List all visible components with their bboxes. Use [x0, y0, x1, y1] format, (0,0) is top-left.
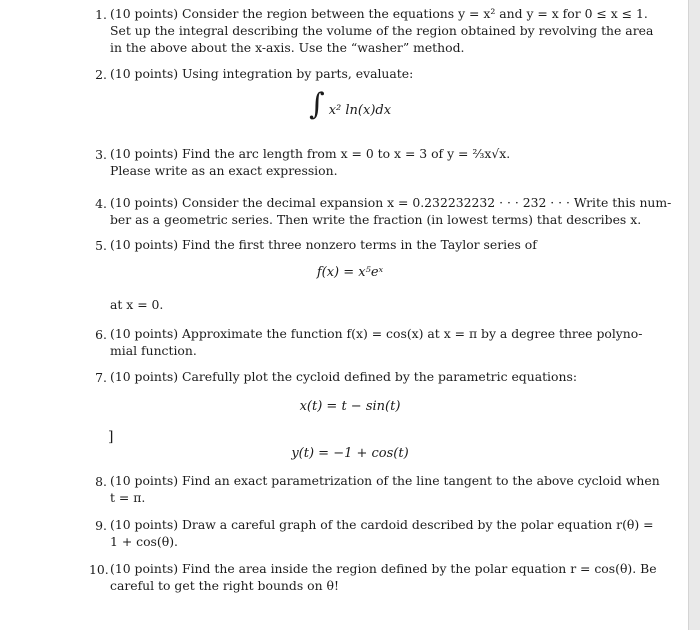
- problem-number: 10.: [89, 562, 109, 577]
- integral-sign: ∫: [308, 87, 325, 122]
- problem-line: (10 points) Consider the decimal expansion x = 0.232232232 · · · 232 · · · Write this num-: [110, 195, 672, 210]
- problem-line: (10 points) Find the area inside the region defined by the polar equation r = cos(θ). Be: [110, 561, 657, 576]
- problem-text: [110, 146, 620, 180]
- problem-line: (10 points) Find the arc length from x = 0 to x = 3 of y = ⅔x√x.: [110, 146, 511, 161]
- problem-line: (10 points) Carefully plot the cycloid defined by the parametric equations:: [110, 369, 577, 384]
- problem-text: [110, 6, 654, 56]
- problem-line: 1 + cos(θ).: [110, 533, 178, 549]
- problem-line: mial function.: [110, 342, 197, 358]
- problem-text: [110, 326, 643, 360]
- problem-number: 5.: [95, 238, 107, 253]
- problem-number: 9.: [95, 518, 107, 533]
- parametric-y-formula: y(t) = −1 + cos(t): [291, 446, 409, 461]
- problem-line: Please write as an exact expression.: [110, 162, 338, 178]
- problem-line: (10 points) Consider the region between the equations y = x² and y = x for 0 ≤ x ≤ 1.: [110, 6, 648, 21]
- problem-text: [110, 369, 620, 386]
- integrand: x² ln(x)dx: [328, 103, 392, 118]
- problem-line: t = π.: [110, 489, 146, 505]
- problem-line: at x = 0.: [110, 297, 164, 312]
- stray-bracket: ]: [108, 429, 114, 445]
- problem-line: (10 points) Find an exact parametrization of the line tangent to the above cycloid when: [110, 473, 660, 488]
- problem-line: careful to get the right bounds on θ!: [110, 577, 339, 593]
- parametric-x-formula: x(t) = t − sin(t): [299, 399, 401, 414]
- problem-text: [110, 561, 657, 595]
- problem-text: [110, 297, 620, 314]
- problem-line: in the above about the x-axis. Use the “washer” method.: [110, 39, 465, 55]
- problem-line: (10 points) Using integration by parts, evaluate:: [110, 66, 414, 81]
- problem-line: Set up the integral describing the volume of the region obtained by revolving the area: [110, 22, 654, 38]
- problem-line: (10 points) Find the first three nonzero terms in the Taylor series of: [110, 237, 537, 252]
- problem-number: 2.: [95, 67, 107, 82]
- problem-text: [110, 195, 672, 229]
- problem-text: [110, 237, 620, 254]
- integral-formula: [0, 87, 700, 129]
- taylor-formula: f(x) = x⁵eˣ: [316, 265, 384, 280]
- problem-number: 6.: [95, 327, 107, 342]
- problem-number: 7.: [95, 370, 107, 385]
- problem-text: [110, 517, 654, 551]
- problem-line: ber as a geometric series. Then write the fraction (in lowest terms) that describes x.: [110, 211, 642, 227]
- problem-number: 4.: [95, 196, 107, 211]
- problem-number: 1.: [95, 7, 107, 22]
- problem-line: (10 points) Draw a careful graph of the cardoid described by the polar equation r(θ) =: [110, 517, 654, 532]
- problem-number: 8.: [95, 474, 107, 489]
- problem-text: [110, 473, 660, 507]
- problem-number: 3.: [95, 147, 107, 162]
- problem-text: [110, 66, 620, 83]
- problem-line: (10 points) Approximate the function f(x) = cos(x) at x = π by a degree three polyno-: [110, 326, 643, 341]
